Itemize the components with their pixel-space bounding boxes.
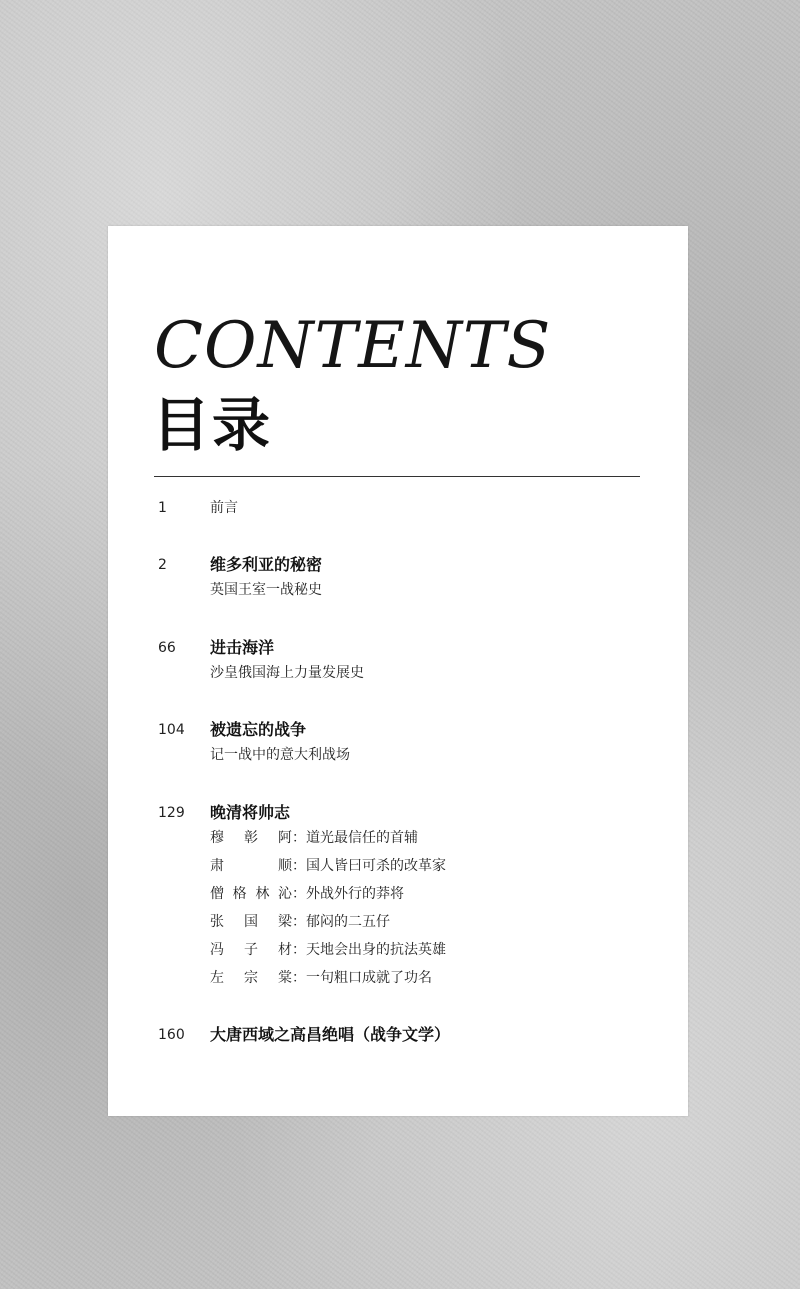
entry-title: 维多利亚的秘密 bbox=[210, 555, 323, 574]
entry-subtitle: 英国王室一战秘史 bbox=[210, 582, 322, 598]
contents-heading: CONTENTS bbox=[154, 309, 552, 383]
general-description: ：一句粗口成就了功名 bbox=[292, 970, 432, 986]
entry-title: 大唐西域之高昌绝唱（战争文学） bbox=[210, 1025, 451, 1044]
entry-title: 被遗忘的战争 bbox=[210, 720, 307, 739]
general-name: 穆彰阿 bbox=[210, 830, 292, 846]
generals-sub-list bbox=[210, 827, 446, 995]
general-name: 肃顺 bbox=[210, 858, 292, 874]
toc-heading-chinese: 目录 bbox=[152, 391, 273, 459]
page-number: 1 bbox=[158, 500, 167, 516]
sub-entry[interactable] bbox=[210, 967, 446, 995]
entry-subtitle: 记一战中的意大利战场 bbox=[210, 747, 350, 763]
general-description: ：外战外行的莽将 bbox=[292, 886, 404, 902]
general-name: 僧格林沁 bbox=[210, 886, 292, 902]
page-number: 66 bbox=[158, 640, 176, 656]
entry-title: 进击海洋 bbox=[210, 638, 275, 657]
page-number: 104 bbox=[158, 722, 185, 738]
sub-entry[interactable] bbox=[210, 939, 446, 967]
general-description: ：国人皆曰可杀的改革家 bbox=[292, 858, 446, 874]
entry-title: 前言 bbox=[210, 500, 238, 516]
general-name: 张国梁 bbox=[210, 914, 292, 930]
sub-entry[interactable] bbox=[210, 827, 446, 855]
general-description: ：天地会出身的抗法英雄 bbox=[292, 942, 446, 958]
general-description: ：郁闷的二五仔 bbox=[292, 914, 390, 930]
page-number: 129 bbox=[158, 805, 185, 821]
sub-entry[interactable] bbox=[210, 883, 446, 911]
sub-entry[interactable] bbox=[210, 855, 446, 883]
page-number: 2 bbox=[158, 557, 167, 573]
general-name: 左宗棠 bbox=[210, 970, 292, 986]
heading-divider bbox=[154, 476, 640, 477]
contents-card bbox=[108, 226, 688, 1116]
page-number: 160 bbox=[158, 1027, 185, 1043]
entry-subtitle: 沙皇俄国海上力量发展史 bbox=[210, 665, 364, 681]
sub-entry[interactable] bbox=[210, 911, 446, 939]
entry-title: 晚清将帅志 bbox=[210, 803, 291, 822]
general-description: ：道光最信任的首辅 bbox=[292, 830, 418, 846]
general-name: 冯子材 bbox=[210, 942, 292, 958]
